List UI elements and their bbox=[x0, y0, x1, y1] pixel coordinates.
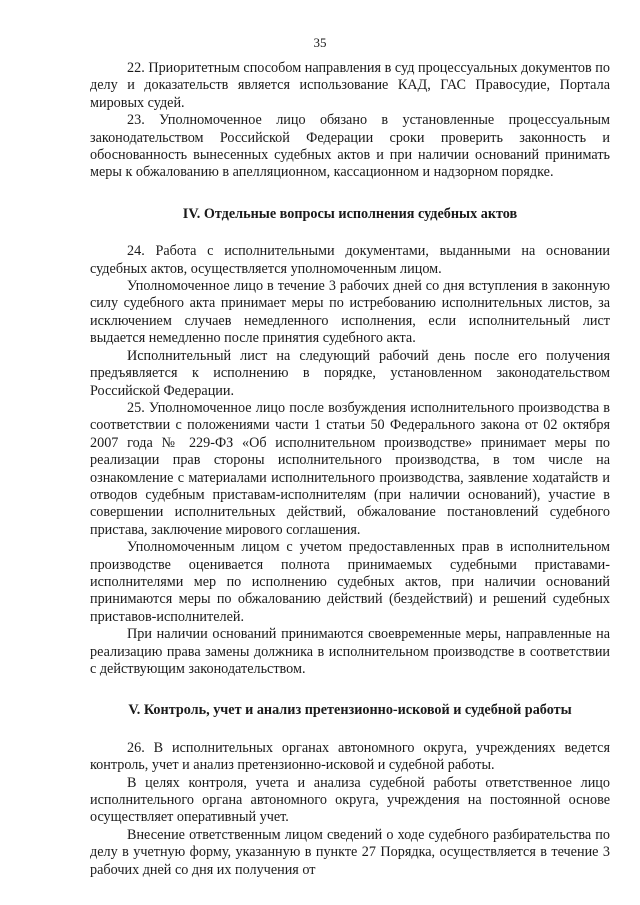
paragraph-2: 23. Уполномоченное лицо обязано в установленные процессуальным законодательством Российской Федерации сроки проверить законность и обоснованность вынесенных судебных актов и при наличии оснований принимать меры к обжалованию в апелляционном, кассационном и надзорном порядке. bbox=[90, 112, 610, 181]
page-number: 35 bbox=[313, 35, 327, 50]
paragraph-5: Исполнительный лист на следующий рабочий день после его получения предъявляется к исполнению в порядке, установленном законодательством Российской Федерации. bbox=[90, 347, 610, 399]
paragraph-11: Внесение ответственным лицом сведений о ходе судебного разбирательства по делу в учетную форму, указанную в пункте 27 Порядка, осуществляется в течение 3 рабочих дней со дня их получения от bbox=[90, 826, 610, 878]
paragraph-6: 25. Уполномоченное лицо после возбуждения исполнительного производства в соответствии с положениями части 1 статьи 50 Федерального закона от 02 октября 2007 года № 229-ФЗ «Об исполнительном производстве» принимает меры по реализации прав стороны исполнительного производства, в том числе на ознакомление с материалами исполнительного производства, заявление ходатайств и отводов судебным приставам-исполнителям (при наличии оснований), участие в совершении исполнительных действий, обжалование постановлений судебного пристава, заключение мирового соглашения. bbox=[90, 399, 610, 538]
paragraph-3: 24. Работа с исполнительными документами, выданными на основании судебных актов, осуществляется уполномоченным лицом. bbox=[90, 243, 610, 277]
paragraph-8: При наличии оснований принимаются своевременные меры, направленные на реализацию права замены должника в исполнительном производстве в соответствии с действующим законодательством. bbox=[90, 626, 610, 677]
paragraph-9: 26. В исполнительных органах автономного округа, учреждениях ведется контроль, учет и анализ претензионно-исковой и судебной работы. bbox=[90, 739, 610, 774]
paragraph-4: Уполномоченное лицо в течение 3 рабочих дней со дня вступления в законную силу судебного акта принимает меры по истребованию исполнительных листов, за исключением случаев немедленного исполнения, если исполнительный лист выдается немедленно после принятия судебного акта. bbox=[90, 278, 610, 347]
section-heading-1: IV. Отдельные вопросы исполнения судебных актов bbox=[182, 205, 518, 222]
paragraph-10: В целях контроля, учета и анализа судебной работы ответственное лицо исполнительного органа автономного округа, учреждения на постоянной основе осуществляет оперативный учет. bbox=[90, 774, 610, 826]
section-heading-2: V. Контроль, учет и анализ претензионно-исковой и судебной работы bbox=[128, 702, 572, 719]
paragraph-1: 22. Приоритетным способом направления в суд процессуальных документов по делу и доказательств является использование КАД, ГАС Правосудие, Портала мировых судей. bbox=[90, 60, 610, 111]
paragraph-7: Уполномоченным лицом с учетом предоставленных прав в исполнительном производстве оценивается полнота принимаемых судебными приставами-исполнителями мер по исполнению судебных актов, при наличии оснований принимаются меры по обжалованию действий (бездействий) и решений судебных приставов-исполнителей. bbox=[90, 539, 610, 625]
document-body bbox=[90, 60, 610, 879]
